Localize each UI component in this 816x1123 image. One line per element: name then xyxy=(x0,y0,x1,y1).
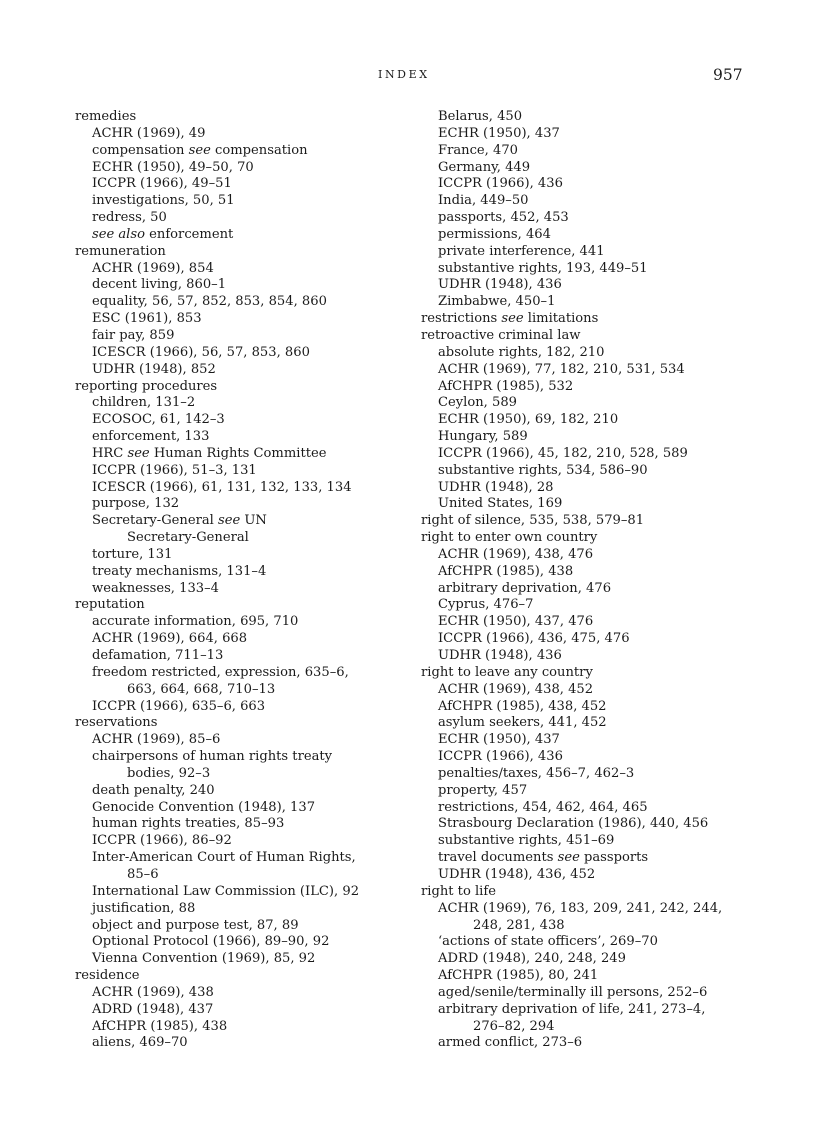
index-subentry xyxy=(75,446,405,463)
entry-text: ESC (1961), 853 xyxy=(92,311,202,327)
entry-text: ACHR (1969), 664, 668 xyxy=(92,631,248,647)
index-subentry xyxy=(75,395,405,412)
entry-text: UDHR (1948), 436 xyxy=(438,277,562,293)
index-heading xyxy=(421,665,761,682)
index-subentry xyxy=(421,699,761,716)
entry-text: Secretary-General xyxy=(92,513,219,529)
index-subentry xyxy=(421,951,761,968)
index-subentry xyxy=(75,496,405,513)
entry-text: ACHR (1969), 76, 183, 209, 241, 242, 244, xyxy=(438,900,723,916)
index-subentry xyxy=(421,968,761,985)
entry-text: ICCPR (1966), 45, 182, 210, 528, 589 xyxy=(438,445,688,461)
index-subentry xyxy=(75,648,405,665)
entry-text: limitations xyxy=(523,311,599,327)
entry-text: decent living, 860–1 xyxy=(92,277,227,293)
index-subentry xyxy=(75,564,405,581)
entry-text: private interference, 441 xyxy=(438,243,605,259)
index-subentry xyxy=(421,126,761,143)
index-subentry xyxy=(75,749,405,766)
index-subentry xyxy=(421,227,761,244)
index-subentry xyxy=(75,901,405,918)
cross-reference-term: see xyxy=(557,850,580,866)
index-subentry xyxy=(421,379,761,396)
entry-text: UDHR (1948), 436 xyxy=(438,648,562,663)
index-subentry xyxy=(75,631,405,648)
index-subentry xyxy=(421,547,761,564)
entry-text: arbitrary deprivation, 476 xyxy=(438,580,612,596)
index-subentry xyxy=(421,581,761,598)
entry-text: right to enter own country xyxy=(421,530,598,546)
index-subentry xyxy=(75,783,405,800)
index-subentry xyxy=(75,1019,405,1036)
index-subentry xyxy=(75,833,405,850)
entry-text: reservations xyxy=(75,715,158,731)
entry-text: right to leave any country xyxy=(421,664,593,680)
entry-text: travel documents xyxy=(438,850,558,866)
entry-text: ICESCR (1966), 56, 57, 853, 860 xyxy=(92,344,310,360)
index-subentry xyxy=(421,362,761,379)
index-subentry xyxy=(421,463,761,480)
entry-text: ‘actions of state officers’, 269–70 xyxy=(438,934,658,950)
index-subentry xyxy=(75,581,405,598)
index-subentry xyxy=(75,732,405,749)
entry-text: compensation xyxy=(210,142,308,158)
index-column-left xyxy=(75,109,405,1052)
index-subentry xyxy=(75,210,405,227)
index-subentry xyxy=(421,749,761,766)
page-number: 957 xyxy=(713,66,743,84)
index-heading xyxy=(421,530,761,547)
index-subentry xyxy=(75,951,405,968)
index-subentry xyxy=(75,934,405,951)
entry-text: fair pay, 859 xyxy=(92,327,175,343)
entry-text: 85–6 xyxy=(127,866,159,882)
entry-text: bodies, 92–3 xyxy=(127,765,211,781)
entry-text: UN xyxy=(240,513,267,529)
entry-text: ADRD (1948), 240, 248, 249 xyxy=(438,951,626,967)
running-head xyxy=(0,66,816,88)
entry-text: ICCPR (1966), 436, 475, 476 xyxy=(438,631,630,647)
entry-text: reporting procedures xyxy=(75,378,218,394)
index-subentry xyxy=(421,816,761,833)
index-heading xyxy=(421,884,761,901)
entry-text: residence xyxy=(75,968,140,984)
entry-text: AfCHPR (1985), 438 xyxy=(92,1018,228,1034)
entry-text: Optional Protocol (1966), 89–90, 92 xyxy=(92,934,330,950)
entry-text: reputation xyxy=(75,597,145,613)
index-subentry xyxy=(421,143,761,160)
entry-text: purpose, 132 xyxy=(92,496,180,512)
index-subentry xyxy=(421,480,761,497)
entry-text: right to life xyxy=(421,883,496,899)
index-subentry xyxy=(421,446,761,463)
entry-text: torture, 131 xyxy=(92,546,173,562)
index-subentry xyxy=(421,429,761,446)
entry-text: permissions, 464 xyxy=(438,226,551,242)
index-subentry xyxy=(421,1035,761,1052)
entry-text: Secretary-General xyxy=(127,530,249,546)
running-head-title: INDEX xyxy=(378,68,430,81)
entry-text: Germany, 449 xyxy=(438,159,531,175)
entry-text: ACHR (1969), 438, 452 xyxy=(438,681,594,697)
entry-text: enforcement, 133 xyxy=(92,429,210,445)
index-subentry xyxy=(421,109,761,126)
index-subentry xyxy=(75,362,405,379)
index-subentry xyxy=(75,277,405,294)
entry-text: restrictions xyxy=(421,311,502,327)
entry-text: children, 131–2 xyxy=(92,395,196,411)
entry-text: ACHR (1969), 49 xyxy=(92,125,206,141)
entry-text: ICCPR (1966), 635–6, 663 xyxy=(92,698,266,714)
entry-text: 276–82, 294 xyxy=(473,1018,555,1034)
entry-text: ACHR (1969), 77, 182, 210, 531, 534 xyxy=(438,361,685,377)
index-subentry xyxy=(75,143,405,160)
index-subentry xyxy=(75,345,405,362)
index-heading xyxy=(421,513,761,530)
entry-text: object and purpose test, 87, 89 xyxy=(92,917,299,933)
entry-text: substantive rights, 451–69 xyxy=(438,833,615,849)
entry-text: Belarus, 450 xyxy=(438,109,523,124)
entry-text: ACHR (1969), 438 xyxy=(92,984,214,1000)
entry-text: Strasbourg Declaration (1986), 440, 456 xyxy=(438,816,709,832)
index-subentry xyxy=(421,244,761,261)
entry-text: enforcement xyxy=(144,226,234,242)
entry-text: ECHR (1950), 437 xyxy=(438,125,560,141)
entry-text: ACHR (1969), 85–6 xyxy=(92,732,221,748)
index-subentry xyxy=(421,901,761,918)
entry-text: freedom restricted, expression, 635–6, xyxy=(92,664,349,680)
entry-text: UDHR (1948), 28 xyxy=(438,479,554,495)
index-subentry xyxy=(421,732,761,749)
index-subentry xyxy=(75,665,405,682)
index-heading xyxy=(75,244,405,261)
index-heading xyxy=(75,715,405,732)
index-subentry xyxy=(75,261,405,278)
index-subentry xyxy=(421,682,761,699)
index-subentry xyxy=(421,412,761,429)
entry-text: France, 470 xyxy=(438,142,518,158)
cross-reference-term: see xyxy=(218,513,241,529)
entry-text: remedies xyxy=(75,109,137,124)
entry-text: ECHR (1950), 437 xyxy=(438,732,560,748)
entry-text: Human Rights Committee xyxy=(149,445,327,461)
entry-text: AfCHPR (1985), 438, 452 xyxy=(438,698,607,714)
index-continuation xyxy=(75,682,405,699)
entry-text: ACHR (1969), 438, 476 xyxy=(438,546,594,562)
entry-text: aliens, 469–70 xyxy=(92,1035,188,1051)
index-subentry xyxy=(75,176,405,193)
entry-text: ECOSOC, 61, 142–3 xyxy=(92,412,225,428)
index-heading xyxy=(75,597,405,614)
index-subentry xyxy=(421,766,761,783)
index-subentry xyxy=(421,850,761,867)
index-subentry xyxy=(421,193,761,210)
index-subentry xyxy=(421,345,761,362)
entry-text: human rights treaties, 85–93 xyxy=(92,816,285,832)
index-subentry xyxy=(421,867,761,884)
entry-text: Hungary, 589 xyxy=(438,429,528,445)
index-subentry xyxy=(421,176,761,193)
index-subentry xyxy=(421,715,761,732)
index-subentry xyxy=(75,160,405,177)
index-subentry xyxy=(75,227,405,244)
index-subentry xyxy=(75,800,405,817)
index-subentry xyxy=(421,564,761,581)
index-subentry xyxy=(75,126,405,143)
entry-text: passports, 452, 453 xyxy=(438,210,569,226)
entry-text: defamation, 711–13 xyxy=(92,648,224,663)
index-subentry xyxy=(421,277,761,294)
index-subentry xyxy=(421,597,761,614)
index-subentry xyxy=(75,985,405,1002)
cross-reference-term: see xyxy=(188,142,211,158)
entry-text: ACHR (1969), 854 xyxy=(92,260,214,276)
index-subentry xyxy=(75,311,405,328)
index-subentry xyxy=(421,395,761,412)
index-subentry xyxy=(421,261,761,278)
entry-text: HRC xyxy=(92,445,128,461)
entry-text: retroactive criminal law xyxy=(421,327,581,343)
entry-text: Genocide Convention (1948), 137 xyxy=(92,799,316,815)
entry-text: ADRD (1948), 437 xyxy=(92,1001,214,1017)
entry-text: asylum seekers, 441, 452 xyxy=(438,715,607,731)
entry-text: right of silence, 535, 538, 579–81 xyxy=(421,513,645,529)
index-subentry xyxy=(421,648,761,665)
entry-text: United States, 169 xyxy=(438,496,563,512)
entry-text: redress, 50 xyxy=(92,210,167,226)
entry-text: substantive rights, 193, 449–51 xyxy=(438,260,648,276)
entry-text: aged/senile/terminally ill persons, 252–6 xyxy=(438,984,708,1000)
entry-text: remuneration xyxy=(75,243,166,259)
entry-text: treaty mechanisms, 131–4 xyxy=(92,563,267,579)
entry-text: India, 449–50 xyxy=(438,193,529,209)
index-heading xyxy=(75,109,405,126)
index-subentry xyxy=(421,614,761,631)
entry-text: death penalty, 240 xyxy=(92,782,215,798)
index-heading xyxy=(75,379,405,396)
entry-text: chairpersons of human rights treaty xyxy=(92,749,333,765)
entry-text: restrictions, 454, 462, 464, 465 xyxy=(438,799,648,815)
index-subentry xyxy=(75,547,405,564)
index-continuation xyxy=(421,1019,761,1036)
entry-text: ICCPR (1966), 436 xyxy=(438,749,563,765)
index-subentry xyxy=(75,429,405,446)
index-heading xyxy=(421,311,761,328)
entry-text: ECHR (1950), 437, 476 xyxy=(438,614,594,630)
entry-text: International Law Commission (ILC), 92 xyxy=(92,883,360,899)
cross-reference-term: see xyxy=(501,311,524,327)
entry-text: justification, 88 xyxy=(92,900,196,916)
entry-text: accurate information, 695, 710 xyxy=(92,614,299,630)
entry-text: ICCPR (1966), 436 xyxy=(438,176,563,192)
index-subentry xyxy=(75,614,405,631)
entry-text: ICCPR (1966), 49–51 xyxy=(92,176,232,192)
index-subentry xyxy=(75,480,405,497)
index-subentry xyxy=(421,294,761,311)
entry-text: UDHR (1948), 436, 452 xyxy=(438,866,596,882)
entry-text: passports xyxy=(579,850,649,866)
entry-text: ICESCR (1966), 61, 131, 132, 133, 134 xyxy=(92,479,352,495)
index-column-right xyxy=(421,109,761,1052)
index-continuation xyxy=(75,867,405,884)
index-heading xyxy=(421,328,761,345)
entry-text: equality, 56, 57, 852, 853, 854, 860 xyxy=(92,294,327,310)
cross-reference-term: see also xyxy=(92,226,145,242)
index-subentry xyxy=(421,496,761,513)
entry-text: 663, 664, 668, 710–13 xyxy=(127,681,276,697)
index-subentry xyxy=(75,699,405,716)
index-subentry xyxy=(75,884,405,901)
cross-reference-term: see xyxy=(127,445,150,461)
entry-text: substantive rights, 534, 586–90 xyxy=(438,462,648,478)
entry-text: penalties/taxes, 456–7, 462–3 xyxy=(438,765,635,781)
index-subentry xyxy=(421,985,761,1002)
index-subentry xyxy=(75,918,405,935)
entry-text: property, 457 xyxy=(438,782,528,798)
index-subentry xyxy=(421,833,761,850)
index-subentry xyxy=(75,816,405,833)
index-continuation xyxy=(75,766,405,783)
entry-text: ECHR (1950), 49–50, 70 xyxy=(92,159,254,175)
entry-text: compensation xyxy=(92,142,189,158)
entry-text: investigations, 50, 51 xyxy=(92,193,235,209)
entry-text: AfCHPR (1985), 532 xyxy=(438,378,574,394)
entry-text: Vienna Convention (1969), 85, 92 xyxy=(92,951,316,967)
index-subentry xyxy=(421,800,761,817)
entry-text: absolute rights, 182, 210 xyxy=(438,344,605,360)
entry-text: ICCPR (1966), 51–3, 131 xyxy=(92,462,257,478)
entry-text: Zimbabwe, 450–1 xyxy=(438,294,556,310)
index-heading xyxy=(75,968,405,985)
entry-text: arbitrary deprivation of life, 241, 273–4, xyxy=(438,1001,706,1017)
index-subentry xyxy=(75,193,405,210)
entry-text: armed conflict, 273–6 xyxy=(438,1035,583,1051)
index-subentry xyxy=(421,631,761,648)
entry-text: weaknesses, 133–4 xyxy=(92,580,219,596)
index-subentry xyxy=(421,783,761,800)
index-subentry xyxy=(75,1035,405,1052)
index-subentry xyxy=(421,934,761,951)
index-continuation xyxy=(75,530,405,547)
entry-text: ECHR (1950), 69, 182, 210 xyxy=(438,412,619,428)
index-continuation xyxy=(421,918,761,935)
entry-text: Inter-American Court of Human Rights, xyxy=(92,850,356,866)
index-subentry xyxy=(75,328,405,345)
index-subentry xyxy=(75,850,405,867)
entry-text: ICCPR (1966), 86–92 xyxy=(92,833,232,849)
entry-text: UDHR (1948), 852 xyxy=(92,361,216,377)
index-subentry xyxy=(421,1002,761,1019)
index-subentry xyxy=(75,412,405,429)
entry-text: 248, 281, 438 xyxy=(473,917,565,933)
entry-text: Ceylon, 589 xyxy=(438,395,517,411)
index-subentry xyxy=(421,210,761,227)
entry-text: AfCHPR (1985), 438 xyxy=(438,563,574,579)
entry-text: Cyprus, 476–7 xyxy=(438,597,534,613)
index-subentry xyxy=(421,160,761,177)
entry-text: AfCHPR (1985), 80, 241 xyxy=(438,968,599,984)
index-subentry xyxy=(75,1002,405,1019)
index-subentry xyxy=(75,463,405,480)
index-subentry xyxy=(75,513,405,530)
index-subentry xyxy=(75,294,405,311)
